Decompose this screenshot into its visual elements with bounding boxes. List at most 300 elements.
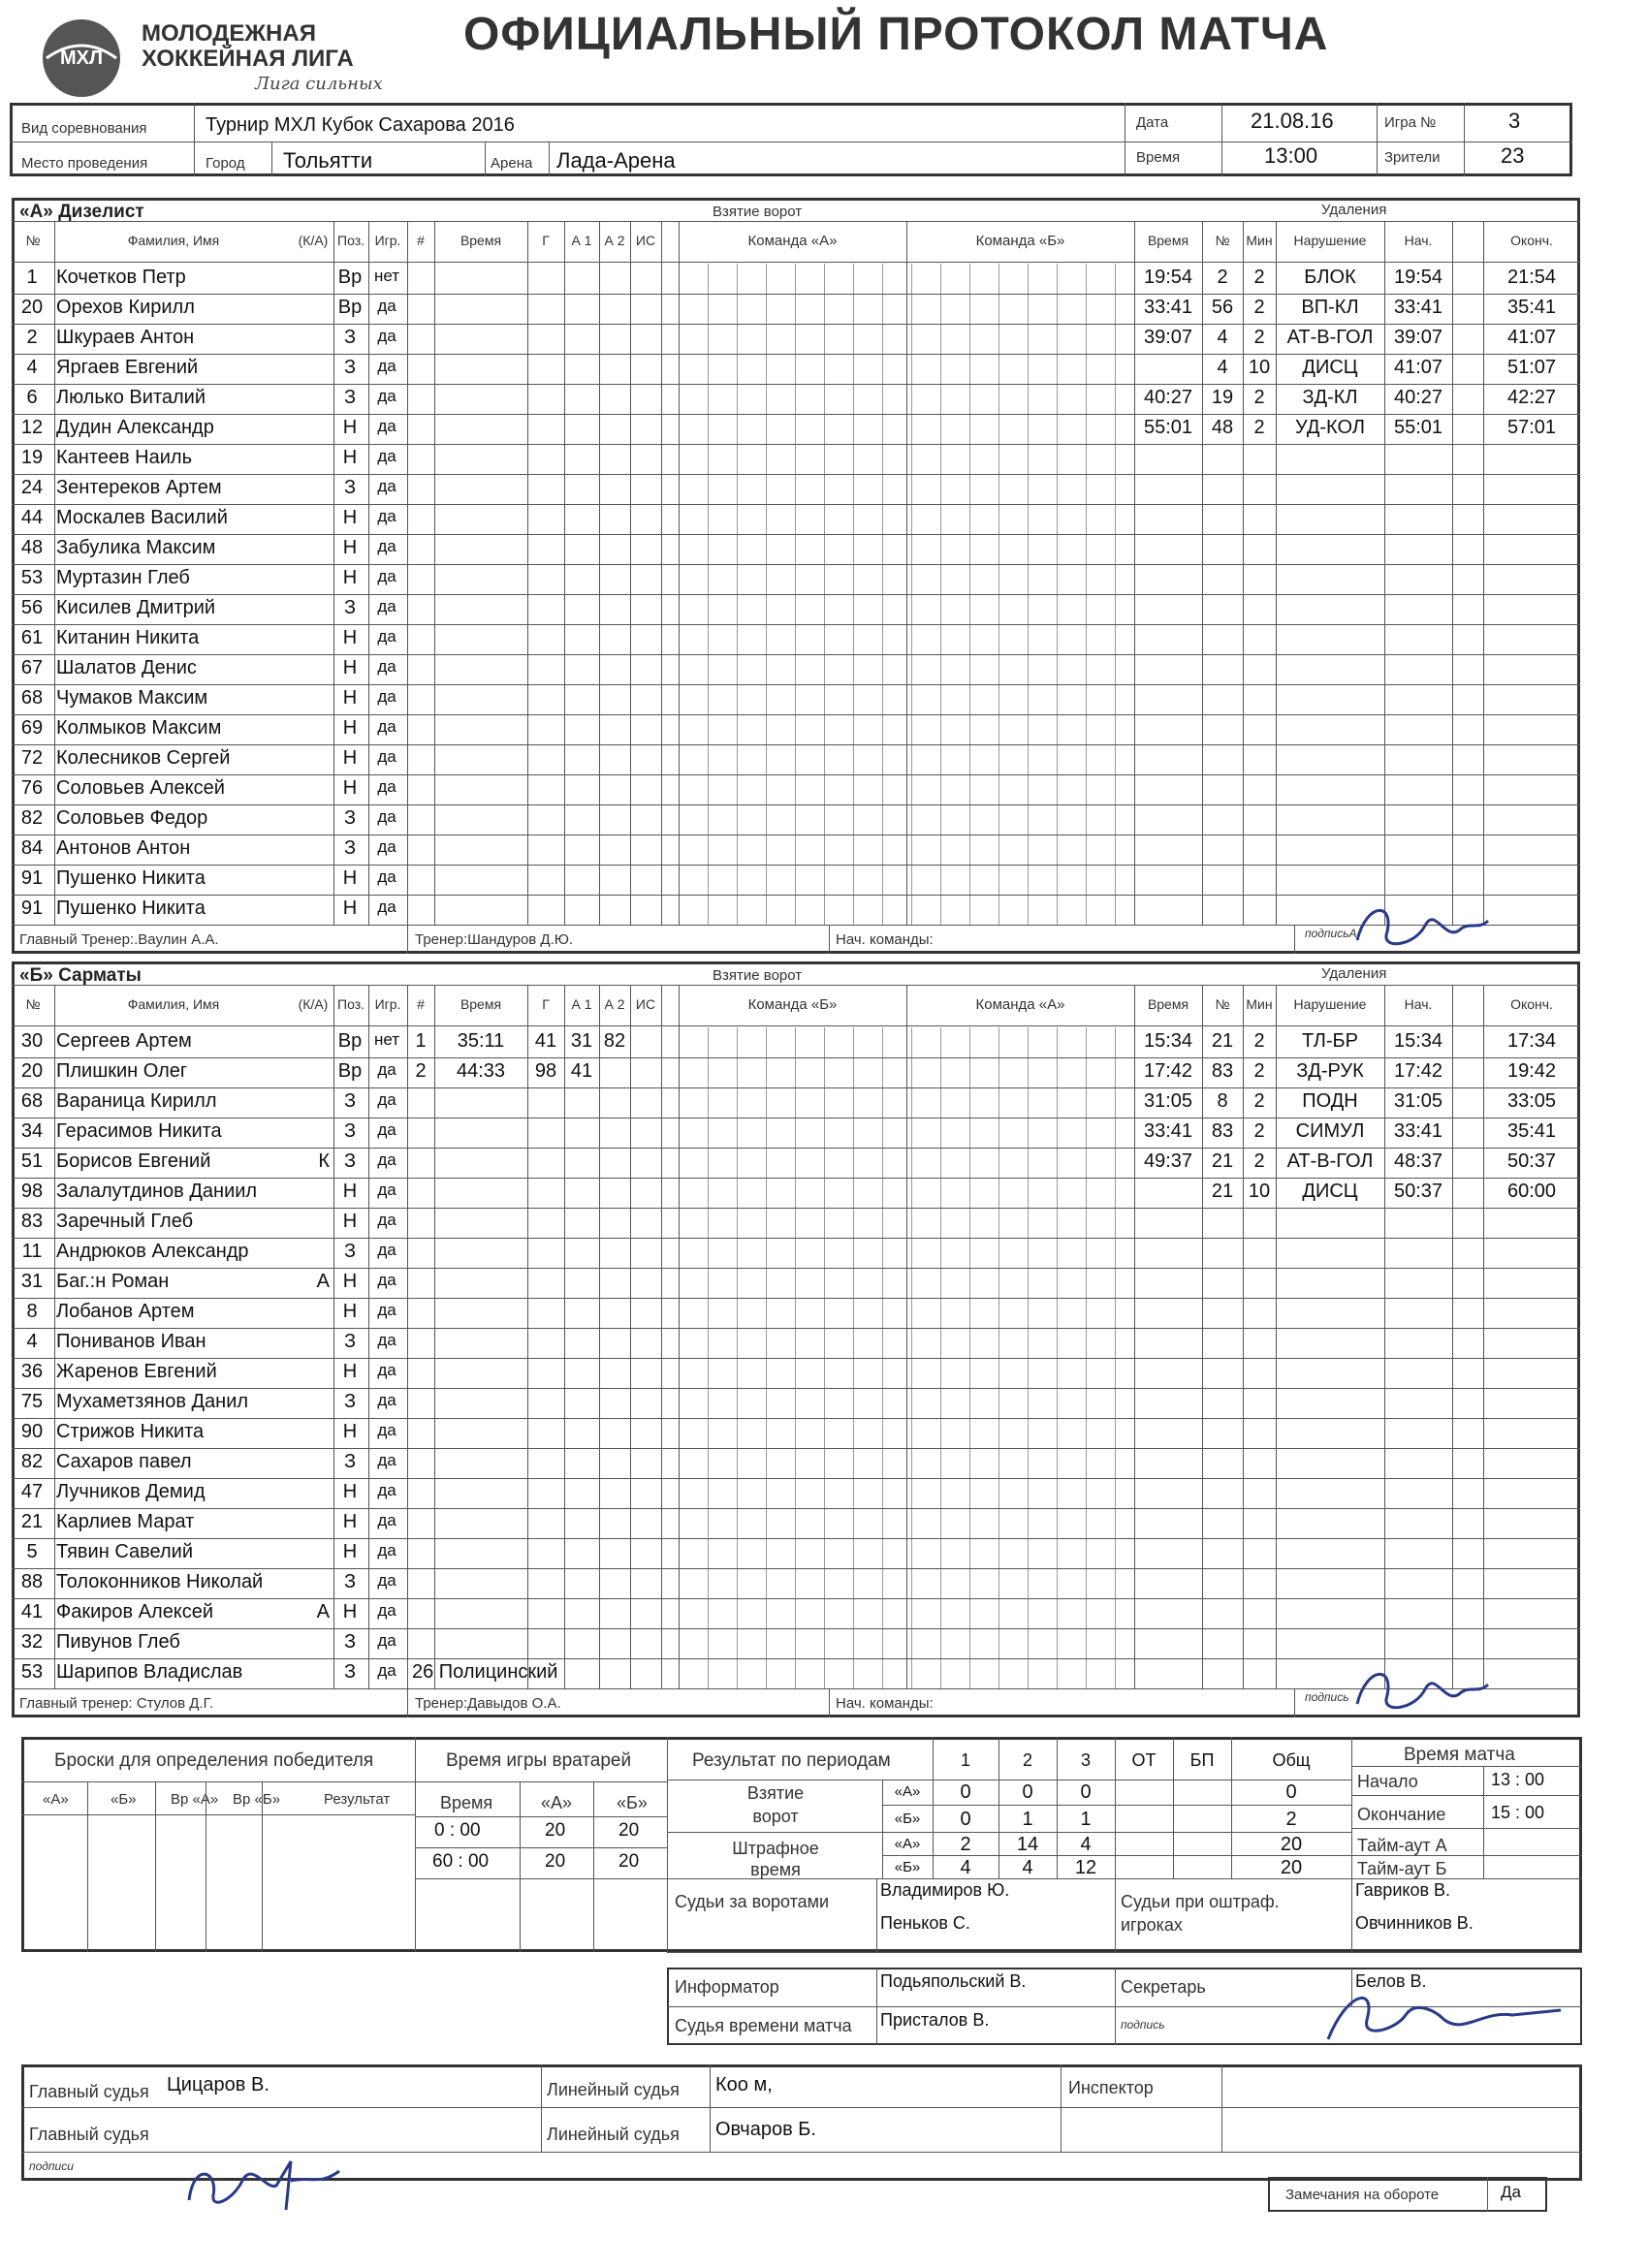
team_a-player-20-name: Антонов Антон: [56, 837, 191, 859]
team_b-player-22-played: да: [377, 1661, 396, 1680]
shootout-h-b: «Б»: [111, 1791, 137, 1808]
team_b-player-2-played: да: [377, 1060, 396, 1079]
team_a-player-16-no: 69: [20, 717, 44, 739]
team_a-penalty-4-no: 4: [1217, 357, 1228, 378]
team_b-h-team-a: Команда «Б»: [747, 996, 838, 1013]
referee-2-label: Главный судья: [29, 2125, 149, 2144]
team_b-player-1-pos: Вр: [337, 1030, 363, 1052]
team_a-penalty-4-violation: ДИСЦ: [1302, 357, 1358, 378]
team_a-player-17-no: 72: [20, 747, 44, 769]
team_b-h-pos: Поз.: [337, 996, 364, 1012]
team_a-penalty-6-start: 55:01: [1393, 417, 1443, 438]
team_b-player-21-pos: З: [343, 1631, 357, 1653]
team_a-player-18-pos: Н: [342, 777, 358, 799]
team_a-player-6-name: Дудин Александр: [56, 417, 214, 438]
team_a-penalty-5-start: 40:27: [1393, 387, 1443, 408]
team_a-h-pos: Поз.: [337, 233, 364, 248]
team_a-coach: Тренер:Шандуров Д.Ю.: [415, 931, 574, 948]
team_a-player-17-played: да: [377, 747, 396, 766]
team_a-player-9-no: 44: [20, 507, 44, 528]
team_b-player-2-pos: Вр: [337, 1060, 363, 1082]
team_b-penalty-3-start: 31:05: [1393, 1090, 1443, 1112]
team_a-penalty-4-min: 10: [1248, 357, 1271, 378]
date-value: 21.08.16: [1251, 109, 1334, 133]
team_a-penalty-2-no: 56: [1211, 297, 1234, 318]
team_a-team-chief: Нач. команды:: [836, 931, 934, 948]
team_a-penalty-2-end: 35:41: [1506, 297, 1557, 318]
linesman-2-value: Овчаров Б.: [715, 2119, 816, 2140]
team_b-penalty-4-no: 83: [1211, 1120, 1234, 1142]
competition-value: Турнир МХЛ Кубок Сахарова 2016: [206, 114, 515, 136]
team_a-player-2-name: Орехов Кирилл: [56, 297, 195, 318]
team_a-player-22-pos: Н: [342, 898, 358, 919]
periods-pim_a-label: «А»: [894, 1836, 921, 1852]
page-title: ОФИЦИАЛЬНЫЙ ПРОТОКОЛ МАТЧА: [463, 9, 1329, 60]
team_a-h-played: Игр.: [374, 233, 401, 248]
spectators-value: 23: [1501, 143, 1525, 168]
team_b-player-8-name: Андрюков Александр: [56, 1241, 249, 1262]
team_b-penalty-2-start: 17:42: [1393, 1060, 1443, 1082]
team_a-player-3-name: Шкураев Антон: [56, 327, 195, 348]
team_a-player-7-name: Кантеев Наиль: [56, 447, 193, 468]
team_a-player-3-played: да: [377, 327, 396, 345]
team_b-player-21-name: Пивунов Глеб: [56, 1631, 180, 1653]
team_a-h-pen-start: Нач.: [1404, 233, 1433, 248]
team_a-player-13-no: 61: [20, 627, 44, 648]
team_a-h-ka: (К/А): [298, 233, 329, 248]
team_b-head-coach: Главный тренер: Стулов Д.Г.: [19, 1695, 214, 1712]
penalty-judge-2: Овчинников В.: [1355, 1913, 1474, 1933]
team_b-title: «Б» Сарматы: [19, 965, 142, 986]
spectators-label: Зрители: [1384, 149, 1441, 166]
team_a-player-20-no: 84: [20, 837, 44, 859]
team_a-player-13-played: да: [377, 627, 396, 646]
date-label: Дата: [1136, 114, 1169, 131]
team_b-penalty-4-time: 33:41: [1143, 1120, 1193, 1142]
team_b-player-1-no: 30: [20, 1030, 44, 1052]
team_b-player-10-no: 8: [26, 1301, 38, 1322]
team_a-penalty-5-violation: ЗД-КЛ: [1302, 387, 1358, 408]
team_b-penalty-1-no: 21: [1211, 1030, 1234, 1052]
periods-pim_a-2: 14: [1016, 1834, 1039, 1855]
goal-judge-2: Пеньков С.: [880, 1913, 970, 1933]
shootout-h-vra: Вр «А»: [171, 1791, 219, 1808]
team_b-penalty-4-min: 2: [1253, 1120, 1265, 1142]
goalie-time-row-1-a: 20: [545, 1820, 566, 1841]
team_b-h-pen-min: Мин: [1246, 996, 1273, 1012]
team_a-player-2-no: 20: [20, 297, 44, 318]
team_a-head-coach: Главный Тренер:.Ваулин А.А.: [19, 931, 219, 948]
team_a-h-team-b: Команда «Б»: [975, 233, 1065, 249]
team_a-player-6-pos: Н: [342, 417, 358, 438]
team_b-player-14-played: да: [377, 1421, 396, 1439]
periods-goals_b-3: 1: [1080, 1809, 1092, 1830]
team_a-penalty-1-time: 19:54: [1143, 267, 1193, 288]
secretary-label: Секретарь: [1121, 1977, 1206, 1997]
team_a-penalty-5-time: 40:27: [1143, 387, 1193, 408]
team_a-goals-title: Взятие ворот: [713, 204, 803, 220]
team_a-player-18-name: Соловьев Алексей: [56, 777, 225, 799]
team_a-penalty-1-start: 19:54: [1393, 267, 1443, 288]
team_a-penalty-6-time: 55:01: [1143, 417, 1193, 438]
competition-label: Вид соревнования: [21, 120, 147, 137]
team_b-player-1-played: нет: [373, 1030, 400, 1049]
team_b-player-8-played: да: [377, 1241, 396, 1259]
periods-goals_a-3: 0: [1080, 1781, 1092, 1803]
team_a-player-5-pos: З: [343, 387, 357, 408]
team_a-h-goal-is: ИС: [635, 233, 656, 248]
team_b-penalty-4-violation: СИМУЛ: [1295, 1120, 1365, 1142]
team_b-penalty-2-violation: ЗД-РУК: [1296, 1060, 1364, 1082]
team_a-player-21-pos: Н: [342, 867, 358, 889]
team_b-player-12-played: да: [377, 1361, 396, 1379]
time-value: 13:00: [1264, 143, 1318, 168]
team_b-h-goal-num: #: [417, 996, 425, 1012]
team_a-penalty-3-end: 41:07: [1506, 327, 1557, 348]
team_a-penalty-6-no: 48: [1211, 417, 1234, 438]
team_a-player-2-played: да: [377, 297, 396, 315]
team_b-player-16-played: да: [377, 1481, 396, 1499]
team_b-h-no: №: [25, 996, 41, 1012]
team_b-penalty-5-no: 21: [1211, 1150, 1234, 1172]
team_b-penalty-6-end: 60:00: [1506, 1181, 1557, 1202]
periods-title: Результат по периодам: [692, 1750, 891, 1771]
team_b-player-3-played: да: [377, 1090, 396, 1109]
arena-value: Лада-Арена: [556, 148, 676, 173]
team_b-player-5-ka: К: [318, 1150, 330, 1172]
periods-pim_a-6: 20: [1280, 1834, 1303, 1855]
team_b-player-18-played: да: [377, 1541, 396, 1559]
team_a-player-8-played: да: [377, 477, 396, 495]
secretary-value: Белов В.: [1355, 1971, 1427, 1991]
team_a-player-18-no: 76: [20, 777, 44, 799]
logo-slogan: Лига сильных: [255, 74, 383, 94]
team_b-h-pen-time: Время: [1147, 996, 1189, 1012]
team_a-player-1-name: Кочетков Петр: [56, 267, 186, 288]
periods-pim_b-1: 4: [960, 1857, 971, 1878]
team_b-penalty-6-no: 21: [1211, 1181, 1234, 1202]
team_a-player-17-pos: Н: [342, 747, 358, 769]
secretary-signature-label: подпись: [1121, 2018, 1165, 2032]
team_b-player-15-no: 82: [20, 1451, 44, 1472]
team_a-penalty-3-violation: АТ-В-ГОЛ: [1286, 327, 1374, 348]
team_a-player-19-name: Соловьев Федор: [56, 807, 208, 829]
signatures-label: подписи: [29, 2159, 74, 2173]
team_b-player-5-name: Борисов Евгений: [56, 1150, 211, 1172]
goalie-time-row-2-b: 20: [618, 1851, 640, 1872]
secretary-signature: [1318, 1981, 1570, 2059]
team_b-penalty-1-end: 17:34: [1506, 1030, 1557, 1052]
team_b-player-13-pos: З: [343, 1391, 357, 1412]
team_b-player-6-played: да: [377, 1181, 396, 1199]
periods-goals_a-label: «А»: [894, 1783, 921, 1800]
periods-col-1: 1: [960, 1750, 970, 1770]
team_a-player-14-played: да: [377, 657, 396, 676]
team_b-goal-1-a2: 82: [603, 1030, 626, 1052]
team_b-player-6-no: 98: [20, 1181, 44, 1202]
team_b-player-2-no: 20: [20, 1060, 44, 1082]
team_a-player-19-pos: З: [343, 807, 357, 829]
team_b-player-14-no: 90: [20, 1421, 44, 1442]
team_b-player-4-played: да: [377, 1120, 396, 1139]
svg-text:МХЛ: МХЛ: [59, 47, 104, 69]
team_a-player-5-played: да: [377, 387, 396, 405]
team_a-player-7-no: 19: [20, 447, 44, 468]
team_a-player-16-played: да: [377, 717, 396, 736]
team_b-player-14-pos: Н: [342, 1421, 358, 1442]
periods-pim_b-label: «Б»: [894, 1859, 921, 1875]
team_b-h-goal-is: ИС: [635, 996, 656, 1012]
league-logo: [37, 14, 405, 101]
team_b-h-pen-violation: Нарушение: [1293, 996, 1367, 1012]
periods-goals_b-1: 0: [960, 1809, 971, 1830]
team_b-player-19-played: да: [377, 1571, 396, 1590]
team_b-coach: Тренер:Давыдов О.А.: [415, 1695, 561, 1712]
team_b-penalty-1-min: 2: [1253, 1030, 1265, 1052]
team_a-penalty-3-no: 4: [1217, 327, 1228, 348]
team_a-player-21-no: 91: [20, 867, 44, 889]
team_b-h-goal-g: Г: [542, 996, 550, 1012]
team_a-h-goal-a1: А 1: [571, 233, 592, 248]
team_b-player-13-name: Мухаметзянов Данил: [56, 1391, 249, 1412]
team_b-penalty-2-min: 2: [1253, 1060, 1265, 1082]
team_b-player-7-played: да: [377, 1211, 396, 1229]
team_a-player-15-played: да: [377, 687, 396, 706]
team_b-goals-title: Взятие ворот: [713, 967, 803, 984]
team_a-penalty-5-min: 2: [1253, 387, 1265, 408]
periods-pim_b-2: 4: [1022, 1857, 1033, 1878]
team_b-h-pen-start: Нач.: [1404, 996, 1433, 1012]
informer-value: Подьяпольский В.: [880, 1971, 1027, 1991]
team_a-penalty-2-violation: ВП-КЛ: [1301, 297, 1359, 318]
goal-judges-label: Судьи за воротами: [675, 1892, 830, 1911]
team_a-player-5-name: Люлько Виталий: [56, 387, 206, 408]
team_a-h-goal-a2: А 2: [604, 233, 625, 248]
logo-line-2: ХОККЕЙНАЯ ЛИГА: [142, 46, 354, 72]
team_b-player-20-name: Факиров Алексей: [56, 1601, 214, 1622]
team_a-player-12-played: да: [377, 597, 396, 615]
periods-goals-label: Взятие ворот: [746, 1783, 805, 1826]
team_b-player-4-name: Герасимов Никита: [56, 1120, 222, 1142]
team_a-penalty-3-start: 39:07: [1393, 327, 1443, 348]
team_b-goal-1-a1: 31: [570, 1030, 593, 1052]
team_b-player-16-pos: Н: [342, 1481, 358, 1502]
team_b-player-10-name: Лобанов Артем: [56, 1301, 195, 1322]
team_a-h-goal-g: Г: [542, 233, 550, 248]
team_b-player-18-no: 5: [26, 1541, 38, 1562]
team_b-player-7-no: 83: [20, 1211, 44, 1232]
team_a-penalty-6-violation: УД-КОЛ: [1295, 417, 1365, 438]
team_b-goalie-note: 26 Полицинский: [412, 1661, 558, 1683]
goal-judge-1: Владимиров Ю.: [880, 1880, 1010, 1900]
team_a-player-21-played: да: [377, 867, 396, 886]
periods-pim_b-6: 20: [1280, 1857, 1303, 1878]
periods-goals_a-1: 0: [960, 1781, 971, 1803]
team_b-player-10-played: да: [377, 1301, 396, 1319]
team_a-player-14-pos: Н: [342, 657, 358, 678]
team_b-player-16-no: 47: [20, 1481, 44, 1502]
team_b-penalty-3-end: 33:05: [1506, 1090, 1557, 1112]
team_a-penalty-4-end: 51:07: [1506, 357, 1557, 378]
team_b-player-6-pos: Н: [342, 1181, 358, 1202]
team_a-player-19-no: 82: [20, 807, 44, 829]
team_b-player-18-pos: Н: [342, 1541, 358, 1562]
timekeeper-label: Судья времени матча: [675, 2016, 852, 2035]
team_b-penalties-title: Удаления: [1321, 965, 1387, 982]
match-start-value: 13 : 00: [1491, 1770, 1545, 1789]
team_b-player-20-played: да: [377, 1601, 396, 1620]
team_b-h-played: Игр.: [374, 996, 401, 1012]
periods-col-3: 3: [1080, 1750, 1091, 1770]
team_b-goal-2-time: 44:33: [456, 1060, 506, 1082]
periods-pim_a-3: 4: [1080, 1834, 1092, 1855]
team_a-player-10-no: 48: [20, 537, 44, 558]
team_a-player-2-pos: Вр: [337, 297, 363, 318]
team_a-h-goal-time: Время: [460, 233, 502, 248]
team_b-player-15-pos: З: [343, 1451, 357, 1472]
team_a-h-pen-no: №: [1215, 233, 1230, 248]
periods-pim_a-1: 2: [960, 1834, 971, 1855]
goalie-time-h-b: «Б»: [617, 1793, 648, 1812]
team_a-player-13-pos: Н: [342, 627, 358, 648]
team_a-player-4-name: Яргаев Евгений: [56, 357, 199, 378]
game-no-value: 3: [1508, 109, 1521, 133]
team_b-goal-2-a1: 41: [570, 1060, 593, 1082]
team_b-player-13-played: да: [377, 1391, 396, 1409]
team_b-player-12-pos: Н: [342, 1361, 358, 1382]
team_b-player-6-name: Залалутдинов Даниил: [56, 1181, 258, 1202]
team_b-goal-2-g: 98: [534, 1060, 557, 1082]
match-start-label: Начало: [1357, 1772, 1418, 1791]
periods-goals_b-2: 1: [1022, 1809, 1033, 1830]
venue-label: Место проведения: [21, 155, 148, 172]
remarks-value: Да: [1501, 2183, 1521, 2201]
time-label: Время: [1136, 149, 1181, 166]
city-value: Тольятти: [283, 148, 373, 173]
team_a-penalty-1-end: 21:54: [1506, 267, 1557, 288]
team_a-player-22-played: да: [377, 898, 396, 916]
timeout-a-label: Тайм-аут А: [1357, 1836, 1447, 1855]
team_a-player-15-name: Чумаков Максим: [56, 687, 208, 709]
team_a-h-pen-end: Оконч.: [1510, 233, 1553, 248]
team_a-penalty-5-no: 19: [1211, 387, 1234, 408]
logo-line-1: МОЛОДЕЖНАЯ: [142, 20, 316, 47]
team_b-player-9-ka: А: [316, 1271, 330, 1292]
team_b-player-20-ka: А: [316, 1601, 330, 1622]
team_b-penalty-6-violation: ДИСЦ: [1302, 1181, 1358, 1202]
periods-goals_a-6: 0: [1285, 1781, 1297, 1803]
team_a-h-pen-min: Мин: [1246, 233, 1273, 248]
team_a-penalty-1-no: 2: [1217, 267, 1228, 288]
match-end-label: Окончание: [1357, 1805, 1446, 1824]
team_b-player-9-name: Баг.:н Роман: [56, 1271, 170, 1292]
team_b-goal-2-num: 2: [415, 1060, 427, 1082]
league-emblem-icon: [37, 14, 126, 103]
team_a-player-11-no: 53: [20, 567, 44, 588]
team_b-h-ka: (К/А): [298, 996, 329, 1012]
goalie-time-row-2-a: 20: [545, 1851, 566, 1872]
team_a-penalty-3-time: 39:07: [1143, 327, 1193, 348]
team_b-player-22-pos: З: [343, 1661, 357, 1683]
team_a-player-9-played: да: [377, 507, 396, 525]
team_a-player-20-pos: З: [343, 837, 357, 859]
team_b-player-5-pos: З: [343, 1150, 357, 1172]
goalie-time-row-2-time: 60 : 00: [432, 1851, 490, 1872]
team_b-player-4-no: 34: [20, 1120, 44, 1142]
team_b-penalty-6-min: 10: [1248, 1181, 1271, 1202]
periods-col-4: ОТ: [1131, 1750, 1157, 1770]
shootout-h-res: Результат: [324, 1791, 391, 1808]
team_b-player-13-no: 75: [20, 1391, 44, 1412]
team_b-h-goal-a2: А 2: [604, 996, 625, 1012]
timeout-b-label: Тайм-аут Б: [1357, 1859, 1447, 1878]
shootout-title: Броски для определения победителя: [54, 1750, 374, 1771]
arena-label: Арена: [491, 155, 533, 172]
team_b-player-12-name: Жаренов Евгений: [56, 1361, 217, 1382]
team_b-penalty-3-time: 31:05: [1143, 1090, 1193, 1112]
team_a-player-12-no: 56: [20, 597, 44, 618]
team_b-player-14-name: Стрижов Никита: [56, 1421, 205, 1442]
team_b-player-11-name: Пониванов Иван: [56, 1331, 206, 1352]
team_a-h-pen-time: Время: [1147, 233, 1189, 248]
referee-1-label: Главный судья: [29, 2082, 149, 2101]
referee-1-value: Цицаров В.: [167, 2074, 269, 2095]
team_a-player-10-name: Забулика Максим: [56, 537, 216, 558]
team_a-player-1-pos: Вр: [337, 267, 363, 288]
team_a-player-19-played: да: [377, 807, 396, 826]
team_a-player-3-no: 2: [26, 327, 38, 348]
team_b-player-3-name: Вараница Кирилл: [56, 1090, 217, 1112]
team_b-penalty-4-start: 33:41: [1393, 1120, 1443, 1142]
team_b-player-18-name: Тявин Савелий: [56, 1541, 193, 1562]
team_b-penalty-2-time: 17:42: [1143, 1060, 1193, 1082]
team_a-player-11-name: Муртазин Глеб: [56, 567, 190, 588]
team_b-player-7-pos: Н: [342, 1211, 358, 1232]
team_a-player-7-pos: Н: [342, 447, 358, 468]
match-time-title: Время матча: [1404, 1745, 1515, 1765]
goalie-time-row-1-b: 20: [618, 1820, 640, 1841]
team_b-h-name: Фамилия, Имя: [127, 996, 220, 1012]
team_b-player-9-no: 31: [20, 1271, 44, 1292]
team_b-penalty-1-violation: ТЛ-БР: [1301, 1030, 1359, 1052]
team_b-h-pen-no: №: [1215, 996, 1230, 1012]
team_b-h-pen-end: Оконч.: [1510, 996, 1553, 1012]
team_a-player-22-no: 91: [20, 898, 44, 919]
team_b-team-chief: Нач. команды:: [836, 1695, 934, 1712]
match-end-value: 15 : 00: [1491, 1803, 1545, 1822]
team_a-penalty-6-end: 57:01: [1506, 417, 1557, 438]
team_b-player-8-pos: З: [343, 1241, 357, 1262]
team_b-player-17-name: Карлиев Марат: [56, 1511, 195, 1532]
city-label: Город: [206, 155, 245, 172]
linesman-1-value: Коо м,: [715, 2074, 773, 2095]
team_b-player-22-no: 53: [20, 1661, 44, 1683]
team_b-player-9-played: да: [377, 1271, 396, 1289]
team_b-player-11-played: да: [377, 1331, 396, 1349]
team_a-player-16-name: Колмыков Максим: [56, 717, 222, 739]
penalty-judge-1: Гавриков В.: [1355, 1880, 1451, 1900]
team_a-penalty-1-min: 2: [1253, 267, 1265, 288]
goalie-time-row-1-time: 0 : 00: [434, 1820, 481, 1841]
team_a-penalty-2-time: 33:41: [1143, 297, 1193, 318]
team_b-penalty-2-no: 83: [1211, 1060, 1234, 1082]
team_a-signature-label: подписьА: [1305, 927, 1357, 940]
inspector-label: Инспектор: [1068, 2078, 1154, 2097]
team_a-penalty-5-end: 42:27: [1506, 387, 1557, 408]
team_a-h-pen-violation: Нарушение: [1293, 233, 1367, 248]
team_b-h-goal-time: Время: [460, 996, 502, 1012]
team_b-penalty-4-end: 35:41: [1506, 1120, 1557, 1142]
